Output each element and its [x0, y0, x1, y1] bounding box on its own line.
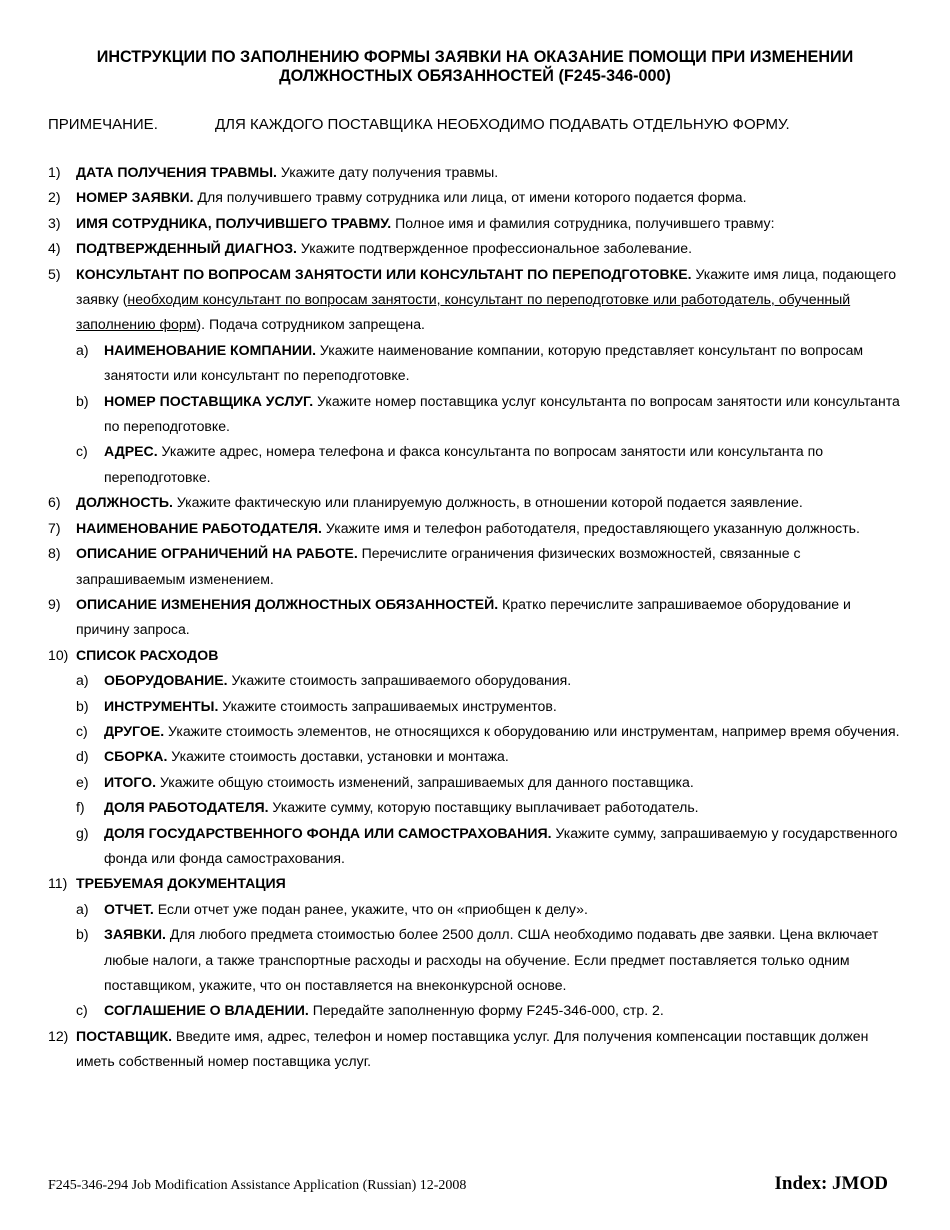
item-text: Полное имя и фамилия сотрудника, получившего травму:: [391, 214, 775, 231]
sub-item-heading: ИТОГО.: [104, 773, 157, 790]
sub-item: [48, 744, 900, 769]
item-heading: НОМЕР ЗАЯВКИ.: [76, 189, 194, 206]
note-label: ПРИМЕЧАНИЕ.: [48, 116, 158, 133]
sub-item-letter: b): [76, 392, 89, 409]
list-item: [48, 236, 900, 261]
sub-item-text: Укажите общую стоимость изменений, запрашиваемых для данного поставщика.: [156, 773, 694, 790]
item-underlined-text: необходим консультант по вопросам занятости, консультант по переподготовке или работодатель, обученный заполнению форм: [76, 291, 851, 333]
item-heading: КОНСУЛЬТАНТ ПО ВОПРОСАМ ЗАНЯТОСТИ ИЛИ КОНСУЛЬТАНТ ПО ПЕРЕПОДГОТОВКЕ.: [76, 265, 692, 282]
sub-item-letter: c): [76, 1002, 88, 1019]
item-number: 7): [48, 519, 61, 536]
list-item: [48, 516, 900, 541]
sub-item: [48, 795, 900, 820]
sub-item: [48, 719, 900, 744]
item-number: 3): [48, 214, 61, 231]
sub-item-letter: a): [76, 341, 89, 358]
sub-item-heading: СБОРКА.: [104, 748, 168, 765]
item-text: Перечислите ограничения физических возможностей, связанные с запрашиваемым изменением.: [76, 545, 801, 587]
sub-item: [48, 389, 900, 440]
sub-item: [48, 821, 900, 872]
item-text: Укажите имя и телефон работодателя, предоставляющего указанную должность.: [321, 519, 860, 536]
item-text: Укажите дату получения травмы.: [276, 164, 499, 180]
sub-item-text: Для любого предмета стоимостью более 2500 долл. США необходимо подавать две заявки. Цена включает любые налоги, а также транспортные расходы и расходы на обучение. Если предмет поставляется только одним поставщиком, укажите, что он поставляется на внеконкурсной основе.: [104, 926, 879, 993]
sub-item: [48, 770, 900, 795]
sub-item-heading: ДОЛЯ ГОСУДАРСТВЕННОГО ФОНДА ИЛИ САМОСТРАХОВАНИЯ.: [104, 824, 552, 841]
list-item: [48, 1024, 900, 1075]
item-text: Укажите имя лица, подающего заявку (: [76, 265, 897, 308]
sub-item-letter: e): [76, 773, 89, 790]
item-number: 4): [48, 240, 61, 257]
item-tail-text: ). Подача сотрудником запрещена.: [196, 316, 425, 333]
item-text: Кратко перечислите запрашиваемое оборудование и причину запроса.: [76, 595, 851, 638]
list-item: [48, 592, 900, 643]
item-heading: ПОСТАВЩИК.: [76, 1027, 173, 1044]
note-text: ДЛЯ КАЖДОГО ПОСТАВЩИКА НЕОБХОДИМО ПОДАВАТЬ ОТДЕЛЬНУЮ ФОРМУ.: [215, 116, 790, 133]
sub-item-text: Передайте заполненную форму F245-346-000, стр. 2.: [308, 1002, 664, 1019]
sub-item-text: Укажите наименование компании, которую представляет консультант по вопросам занятости или консультант по переподготовке.: [104, 341, 864, 384]
list-item: [48, 160, 900, 185]
item-text: Укажите подтвержденное профессиональное заболевание.: [296, 240, 692, 257]
sub-item-letter: c): [76, 443, 88, 460]
sub-item-letter: b): [76, 697, 89, 714]
sub-item: [48, 694, 900, 719]
item-text: Для получившего травму сотрудника или лица, от имени которого подается форма.: [193, 189, 747, 206]
sub-item-heading: ИНСТРУМЕНТЫ.: [104, 697, 219, 714]
item-heading: ИМЯ СОТРУДНИКА, ПОЛУЧИВШЕГО ТРАВМУ.: [76, 214, 392, 231]
sub-item: [48, 998, 900, 1023]
sub-item-text: Укажите стоимость элементов, не относящихся к оборудованию или инструментам, например время обучения.: [164, 722, 900, 739]
sub-item-letter: b): [76, 926, 89, 943]
sub-item: [48, 338, 900, 389]
sub-item-heading: ДОЛЯ РАБОТОДАТЕЛЯ.: [104, 799, 269, 816]
item-heading: ОПИСАНИЕ ОГРАНИЧЕНИЙ НА РАБОТЕ.: [76, 545, 358, 562]
sub-item-text: Укажите стоимость запрашиваемых инструментов.: [218, 697, 557, 714]
item-number: 5): [48, 265, 61, 282]
item-heading: ТРЕБУЕМАЯ ДОКУМЕНТАЦИЯ: [76, 875, 286, 892]
note: [48, 116, 790, 134]
item-heading: ПОДТВЕРЖДЕННЫЙ ДИАГНОЗ.: [76, 240, 297, 257]
item-number: 8): [48, 545, 61, 562]
list-item: [48, 211, 900, 236]
item-heading: НАИМЕНОВАНИЕ РАБОТОДАТЕЛЯ.: [76, 519, 322, 536]
item-number: 9): [48, 595, 61, 612]
title-line-2: ДОЛЖНОСТНЫХ ОБЯЗАННОСТЕЙ (F245-346-000): [279, 67, 671, 85]
item-heading: ДОЛЖНОСТЬ.: [76, 494, 173, 511]
item-number: 1): [48, 164, 61, 180]
page-title: [0, 48, 950, 86]
sub-item-letter: c): [76, 722, 88, 739]
sub-item-letter: g): [76, 824, 89, 841]
sub-item: [48, 439, 900, 490]
sub-item-heading: ОБОРУДОВАНИЕ.: [104, 672, 228, 689]
list-item: [48, 262, 900, 338]
sub-item-heading: НАИМЕНОВАНИЕ КОМПАНИИ.: [104, 341, 317, 358]
sub-item-heading: АДРЕС.: [104, 443, 158, 460]
list-item: [48, 185, 900, 210]
sub-item-text: Укажите стоимость запрашиваемого оборудования.: [227, 672, 572, 689]
item-number: 12): [48, 1027, 69, 1044]
list-item: [48, 643, 900, 668]
sub-item: [48, 897, 900, 922]
list-item: [48, 490, 900, 515]
item-text: Введите имя, адрес, телефон и номер поставщика услуг. Для получения компенсации поставщик должен иметь собственный номер поставщика услуг.: [76, 1027, 869, 1070]
form-id: F245-346-294 Job Modification Assistance Application (Russian) 12-2008: [48, 1178, 467, 1193]
sub-item-heading: ЗАЯВКИ.: [104, 926, 166, 943]
sub-item-heading: СОГЛАШЕНИЕ О ВЛАДЕНИИ.: [104, 1002, 309, 1019]
sub-item-heading: ДРУГОЕ.: [104, 722, 165, 739]
item-heading: ДАТА ПОЛУЧЕНИЯ ТРАВМЫ.: [76, 164, 277, 180]
item-number: 10): [48, 646, 69, 663]
sub-item-text: Если отчет уже подан ранее, укажите, что он «приобщен к делу».: [153, 900, 588, 917]
list-item: [48, 871, 900, 896]
item-heading: СПИСОК РАСХОДОВ: [76, 646, 219, 663]
sub-item-text: Укажите стоимость доставки, установки и монтажа.: [167, 748, 509, 765]
item-number: 2): [48, 189, 61, 206]
index-label: Index: JMOD: [774, 1173, 888, 1194]
instruction-list: [48, 160, 900, 1075]
sub-item-text: Укажите адрес, номера телефона и факса консультанта по вопросам занятости или консультанта по переподготовке.: [104, 443, 824, 485]
sub-item-text: Укажите номер поставщика услуг консультанта по вопросам занятости или консультанта по переподготовке.: [104, 392, 900, 435]
sub-item-heading: НОМЕР ПОСТАВЩИКА УСЛУГ.: [104, 392, 314, 409]
sub-item-text: Укажите сумму, запрашиваемую у государственного фонда или фонда самострахования.: [104, 824, 898, 866]
sub-item: [48, 922, 900, 998]
title-line-1: ИНСТРУКЦИИ ПО ЗАПОЛНЕНИЮ ФОРМЫ ЗАЯВКИ НА ОКАЗАНИЕ ПОМОЩИ ПРИ ИЗМЕНЕНИИ: [96, 48, 854, 66]
sub-item-letter: a): [76, 672, 89, 689]
item-number: 11): [48, 875, 68, 892]
item-number: 6): [48, 494, 61, 511]
sub-item-letter: f): [76, 799, 85, 816]
item-heading: ОПИСАНИЕ ИЗМЕНЕНИЯ ДОЛЖНОСТНЫХ ОБЯЗАННОСТЕЙ.: [76, 595, 499, 612]
sub-item: [48, 668, 900, 693]
sub-item-text: Укажите сумму, которую поставщику выплачивает работодатель.: [268, 799, 699, 816]
sub-item-letter: d): [76, 748, 89, 765]
sub-item-heading: ОТЧЕТ.: [104, 900, 154, 917]
sub-item-letter: a): [76, 900, 89, 917]
item-text: Укажите фактическую или планируемую должность, в отношении которой подается заявление.: [172, 494, 803, 511]
list-item: [48, 541, 900, 592]
